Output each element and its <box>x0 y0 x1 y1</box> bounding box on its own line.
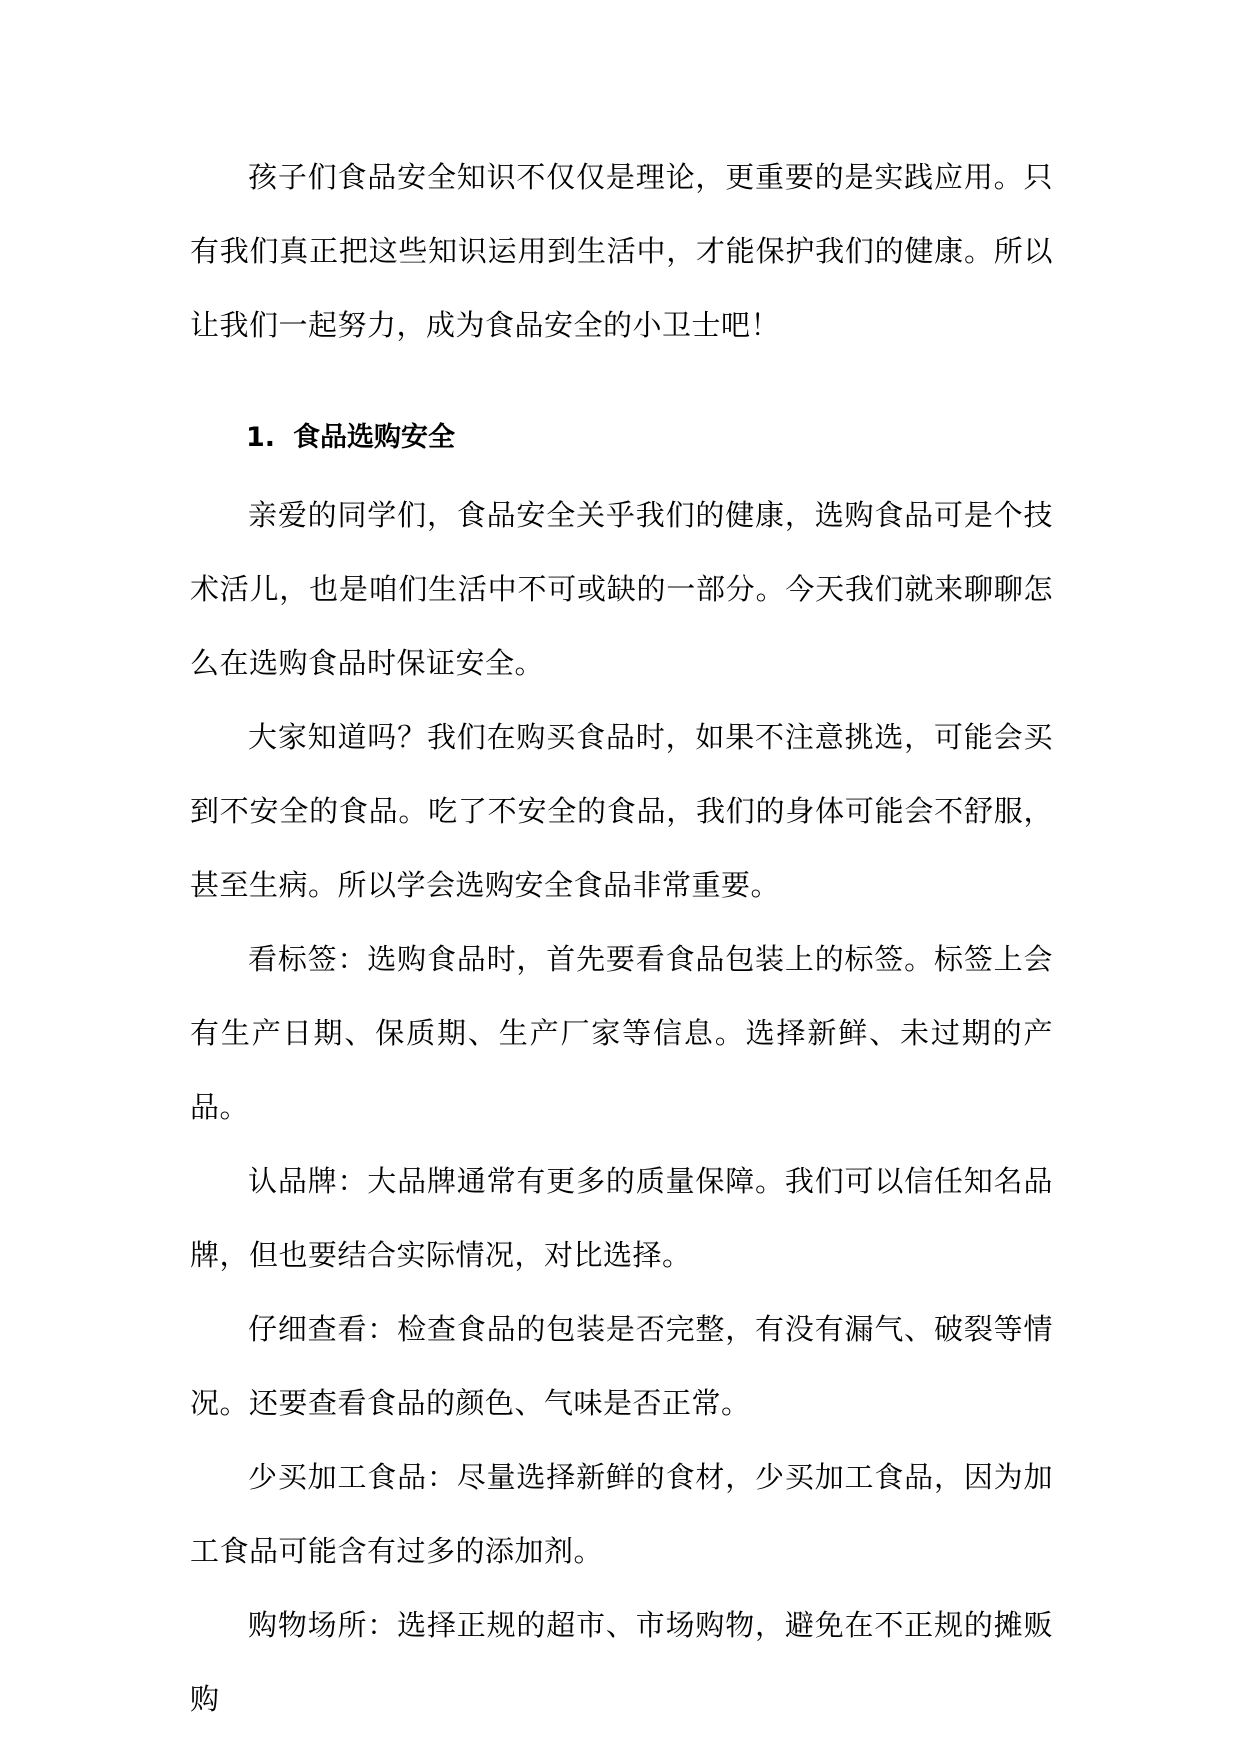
body-paragraph: 大家知道吗？我们在购买食品时，如果不注意挑选，可能会买到不安全的食品。吃了不安全的食品，我们的身体可能会不舒服，甚至生病。所以学会选购安全食品非常重要。 <box>190 720 1053 902</box>
body-paragraph: 看标签：选购食品时，首先要看食品包装上的标签。标签上会有生产日期、保质期、生产厂家等信息。选择新鲜、未过期的产品。 <box>190 942 1053 1124</box>
section-heading <box>190 398 1053 478</box>
section-number: 1. <box>246 422 276 453</box>
body-paragraph: 认品牌：大品牌通常有更多的质量保障。我们可以信任知名品牌，但也要结合实际情况，对比选择。 <box>190 1164 1053 1272</box>
document-page <box>190 140 1053 1736</box>
section-title: 食品选购安全 <box>293 422 456 453</box>
intro-paragraph: 孩子们食品安全知识不仅仅是理论，更重要的是实践应用。只有我们真正把这些知识运用到生活中，才能保护我们的健康。所以让我们一起努力，成为食品安全的小卫士吧！ <box>190 160 1053 342</box>
body-paragraph: 亲爱的同学们，食品安全关乎我们的健康，选购食品可是个技术活儿，也是咱们生活中不可或缺的一部分。今天我们就来聊聊怎么在选购食品时保证安全。 <box>190 498 1053 680</box>
body-paragraph: 购物场所：选择正规的超市、市场购物，避免在不正规的摊贩购 <box>190 1608 1053 1716</box>
body-paragraph: 少买加工食品：尽量选择新鲜的食材，少买加工食品，因为加工食品可能含有过多的添加剂。 <box>190 1460 1053 1568</box>
section-spacer <box>190 362 1053 398</box>
body-paragraph: 仔细查看：检查食品的包装是否完整，有没有漏气、破裂等情况。还要查看食品的颜色、气味是否正常。 <box>190 1312 1053 1420</box>
